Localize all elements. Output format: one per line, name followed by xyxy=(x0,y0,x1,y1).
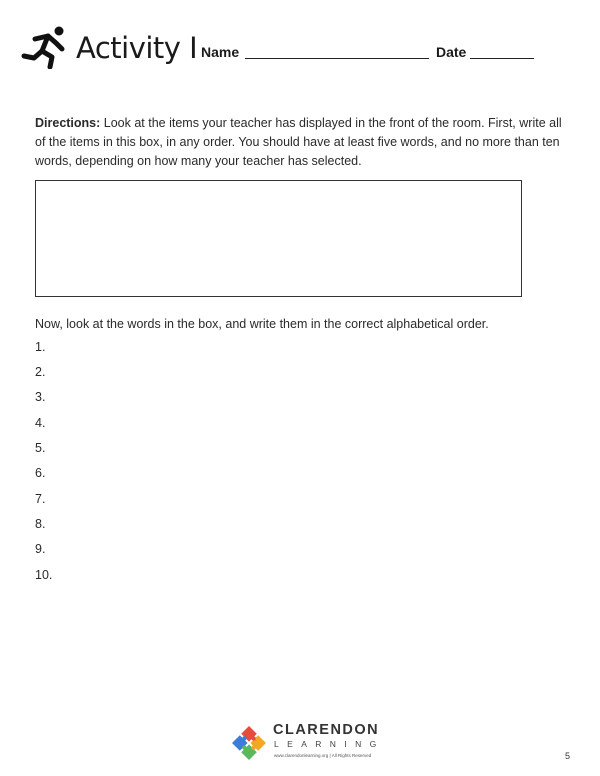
directions-label: Directions: xyxy=(35,116,101,130)
list-number: 6. xyxy=(35,466,46,480)
running-person-icon xyxy=(20,25,70,69)
name-line[interactable] xyxy=(245,58,429,59)
name-label: Name xyxy=(201,44,240,60)
brand-website: www.clarendonlearning.org | All Rights Reserved xyxy=(274,753,372,758)
activity-title: Activity I xyxy=(76,31,198,65)
list-number: 5. xyxy=(35,441,46,455)
brand-name-bottom: LEARNING xyxy=(274,739,385,749)
list-number: 9. xyxy=(35,542,46,556)
date-label: Date xyxy=(436,44,467,60)
page-number: 5 xyxy=(565,751,571,761)
list-number: 8. xyxy=(35,517,46,531)
clarendon-logo xyxy=(230,722,385,764)
list-number: 10. xyxy=(35,568,53,582)
list-number: 3. xyxy=(35,390,46,404)
word-writing-box[interactable] xyxy=(35,180,522,297)
directions-paragraph xyxy=(35,114,570,171)
directions-text: Look at the items your teacher has displayed in the front of the room. First, write all of the items in this box, in any order. You should have at least five words, and no more than ten words, depending on how many your teacher has selected. xyxy=(35,116,562,168)
list-number: 1. xyxy=(35,340,46,354)
list-number: 2. xyxy=(35,365,46,379)
alphabetical-instruction: Now, look at the words in the box, and write them in the correct alphabetical order. xyxy=(35,317,489,331)
list-number: 7. xyxy=(35,492,46,506)
list-number: 4. xyxy=(35,416,46,430)
date-line[interactable] xyxy=(470,58,534,59)
brand-name-top: CLARENDON xyxy=(273,722,380,738)
puzzle-logo-icon xyxy=(230,724,268,762)
